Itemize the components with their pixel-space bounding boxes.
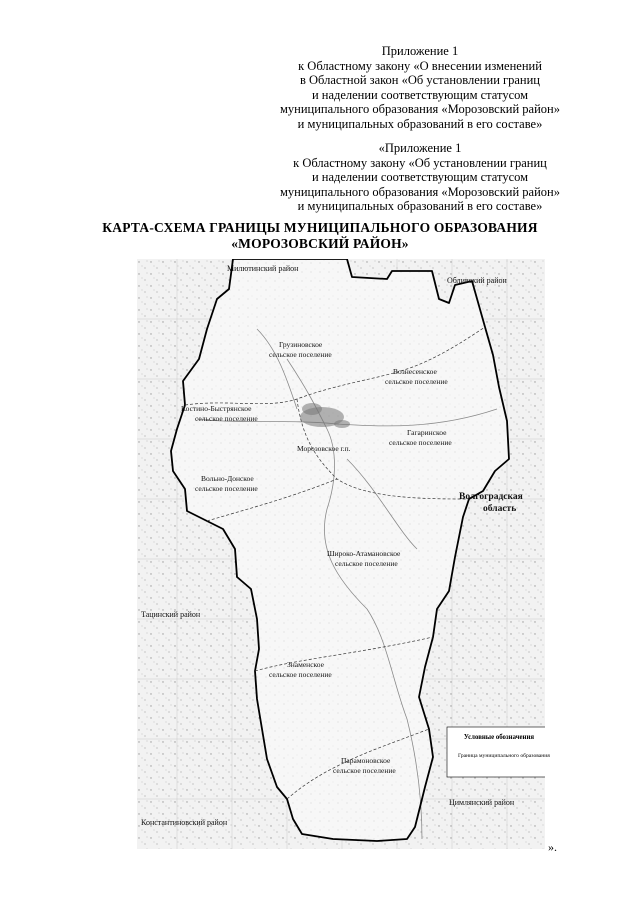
map-title <box>0 220 640 252</box>
district-map <box>137 259 550 849</box>
neighbor-milyutinsky: Милютинский район <box>227 264 299 273</box>
header-line: муниципального образования «Морозовский район» <box>280 102 560 116</box>
settlement-shiroko-1: Широко-Атамановское <box>327 549 401 558</box>
settlement-voznesenskoe-2: сельское поселение <box>385 377 448 386</box>
closing-mark: ». <box>548 840 557 854</box>
settlement-gagarinskoe-2: сельское поселение <box>389 438 452 447</box>
settlement-gruzinovskoe-2: сельское поселение <box>269 350 332 359</box>
settlement-paramonovskoe-2: сельское поселение <box>333 766 396 775</box>
settlement-volno-donskoe-1: Вольно-Донское <box>201 474 254 483</box>
header-line: Приложение 1 <box>381 44 459 58</box>
map-title-line2: «МОРОЗОВСКИЙ РАЙОН» <box>231 236 409 251</box>
settlement-volno-donskoe-2: сельское поселение <box>195 484 258 493</box>
quoted-appendix-header <box>230 141 610 214</box>
neighbor-oblivsky: Обливский район <box>447 276 507 285</box>
neighbor-konstantinovsky: Константиновский район <box>141 818 228 827</box>
legend-title: Условные обозначения <box>463 734 535 741</box>
header-line: «Приложение 1 <box>378 141 462 155</box>
legend-item <box>455 752 550 761</box>
header-line: к Областному закону «О внесении изменений <box>298 58 542 73</box>
legend-text <box>455 733 550 761</box>
settlement-gagarinskoe-1: Гагаринское <box>407 428 447 437</box>
settlement-voznesenskoe-1: Вознесенское <box>393 367 437 376</box>
settlement-znamenskoe-2: сельское поселение <box>269 670 332 679</box>
header-line: и муниципальных образований в его составе» <box>297 116 543 131</box>
neighbor-tsimlyansky: Цимлянский район <box>449 798 515 807</box>
settlement-kostino-1: Костино-Быстрянское <box>181 404 252 413</box>
settlement-kostino-2: сельское поселение <box>195 414 258 423</box>
appendix-header <box>230 44 610 131</box>
settlement-morozovskoe: Морозовское г.п. <box>297 444 351 453</box>
neighbor-tatsinsky: Тацинский район <box>141 610 201 619</box>
neighbor-volgograd-line1: Волгоградская <box>459 492 523 502</box>
map-title-line1: КАРТА-СХЕМА ГРАНИЦЫ МУНИЦИПАЛЬНОГО ОБРАЗОВАНИЯ <box>102 220 538 235</box>
settlement-shiroko-2: сельское поселение <box>335 559 398 568</box>
neighbor-volgograd-line2: область <box>483 504 517 514</box>
header-line: и муниципальных образований в его составе» <box>297 199 543 213</box>
settlement-znamenskoe-1: Знаменское <box>287 660 324 669</box>
header-line: и наделении соответствующим статусом <box>311 87 529 102</box>
settlement-gruzinovskoe-1: Грузиновское <box>279 340 323 349</box>
header-line: к Областному закону «Об установлении границ <box>293 155 547 170</box>
header-line: муниципального образования «Морозовский район» <box>280 184 560 199</box>
legend-item-label: Граница муниципального образования <box>458 753 550 759</box>
settlement-paramonovskoe-1: Парамоновское <box>341 756 391 765</box>
header-line: в Областной закон «Об установлении границ <box>299 73 540 87</box>
header-line: и наделении соответствующим статусом <box>311 170 529 184</box>
